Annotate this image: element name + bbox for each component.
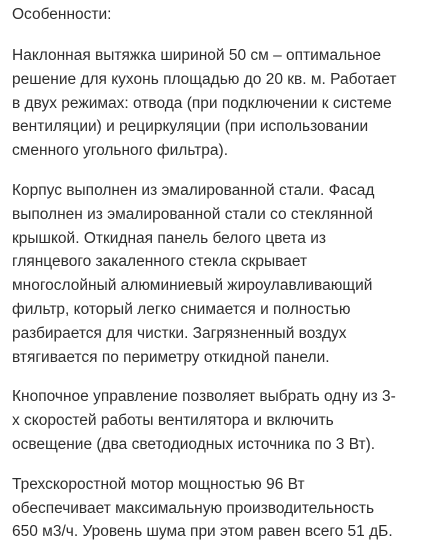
features-heading: Особенности: xyxy=(12,6,112,23)
paragraph-controls: Кнопочное управление позволяет выбрать одну из 3- х скоростей работы вентилятора и включить освещение (два светодиодных источника по 3 Вт). xyxy=(12,388,396,453)
paragraph-overview: Наклонная вытяжка шириной 50 см – оптимальное решение для кухонь площадью до 20 кв. м. Работает в двух режимах: отвода (при подключении к системе вентиляции) и рециркуляции (при использовании сменного угольного фильтра). xyxy=(12,47,397,160)
features-section xyxy=(12,4,433,544)
paragraph-motor: Трехскоростной мотор мощностью 96 Вт обеспечивает максимальную производительность 650 м3/ч. Уровень шума при этом равен всего 51 дБ. xyxy=(12,475,393,541)
paragraph-body-materials: Корпус выполнен из эмалированной стали. Фасад выполнен из эмалированной стали со стеклянной крышкой. Откидная панель белого цвета из глянцевого закаленного стекла скрывает многослойный алюминиевый жироулавливающий фильтр, который легко снимается и полностью разбирается для чистки. Загрязненный воздух втягивается по периметру откидной панели. xyxy=(12,181,375,366)
